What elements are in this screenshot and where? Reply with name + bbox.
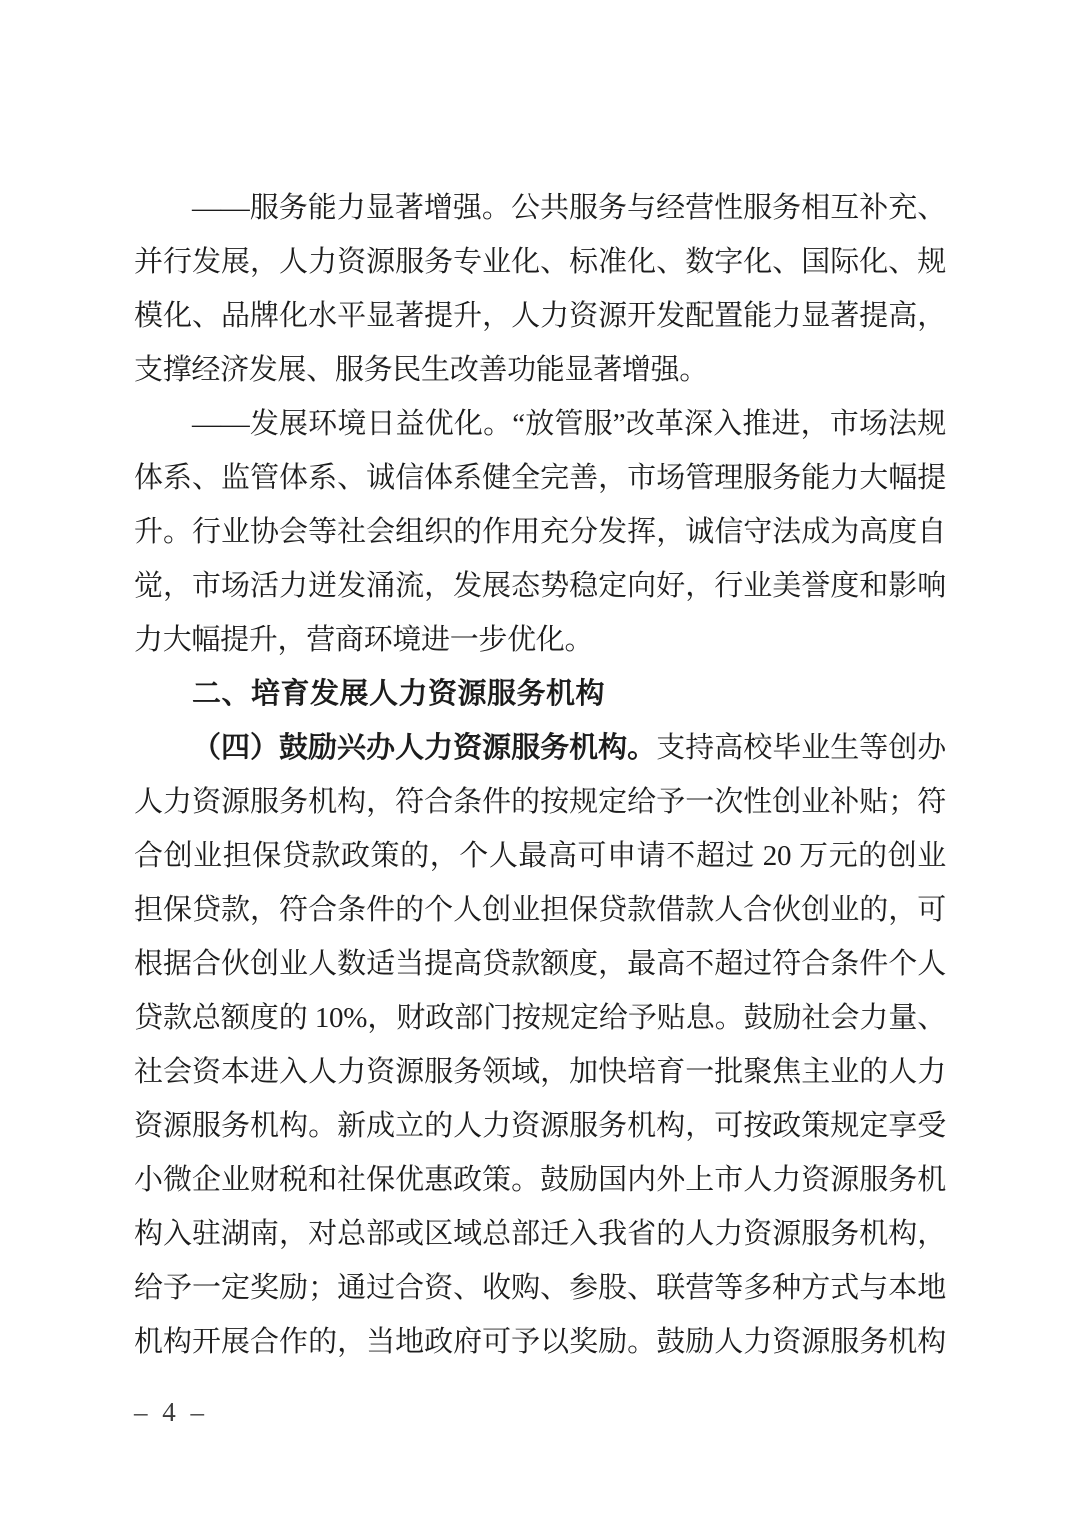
text-line (134, 451, 946, 505)
text-line (134, 1207, 946, 1261)
text-line (134, 991, 946, 1045)
text-line (134, 613, 946, 667)
text-line (134, 775, 946, 829)
line-text: 觉，市场活力迸发涌流，发展态势稳定向好，行业美誉度和影响 (134, 570, 946, 602)
line-text: 根据合伙创业人数适当提高贷款额度，最高不超过符合条件个人 (134, 948, 946, 980)
line-text: 二、培育发展人力资源服务机构 (192, 678, 606, 710)
text-line (134, 235, 946, 289)
line-text: 人力资源服务机构，符合条件的按规定给予一次性创业补贴；符 (134, 786, 946, 818)
text-line (134, 829, 946, 883)
line-text: 支持高校毕业生等创办 (656, 732, 946, 764)
text-line (134, 397, 946, 451)
text-line (134, 1315, 946, 1369)
line-text: 模化、品牌化水平显著提升，人力资源开发配置能力显著提高， (134, 300, 946, 332)
line-text: 支撑经济发展、服务民生改善功能显著增强。 (134, 354, 709, 386)
text-line (134, 1153, 946, 1207)
text-line (134, 883, 946, 937)
section-heading (134, 667, 946, 721)
line-text: 贷款总额度的 10%，财政部门按规定给予贴息。鼓励社会力量、 (134, 1002, 946, 1034)
text-line (134, 1099, 946, 1153)
text-line (134, 937, 946, 991)
line-text: 担保贷款，符合条件的个人创业担保贷款借款人合伙创业的，可 (134, 894, 946, 926)
line-text: 给予一定奖励；通过合资、收购、参股、联营等多种方式与本地 (134, 1272, 946, 1304)
text-line (134, 1261, 946, 1315)
page-number: – 4 – (134, 1397, 208, 1427)
line-text: 升。行业协会等社会组织的作用充分发挥，诚信守法成为高度自 (134, 516, 946, 548)
text-line (134, 721, 946, 775)
line-text: ——发展环境日益优化。“放管服”改革深入推进，市场法规 (192, 408, 946, 440)
paragraph-lead-bold: （四）鼓励兴办人力资源服务机构。 (192, 732, 657, 764)
text-line (134, 559, 946, 613)
line-text: 力大幅提升，营商环境进一步优化。 (134, 624, 594, 656)
line-text: 机构开展合作的，当地政府可予以奖励。鼓励人力资源服务机构 (134, 1326, 946, 1358)
text-line (134, 289, 946, 343)
text-line (134, 181, 946, 235)
line-text: 构入驻湖南，对总部或区域总部迁入我省的人力资源服务机构， (134, 1218, 946, 1250)
text-line (134, 1045, 946, 1099)
line-text: ——服务能力显著增强。公共服务与经营性服务相互补充、 (192, 192, 946, 224)
document-body (134, 181, 946, 1369)
line-text: 体系、监管体系、诚信体系健全完善，市场管理服务能力大幅提 (134, 462, 946, 494)
text-line (134, 343, 946, 397)
text-line (134, 505, 946, 559)
line-text: 小微企业财税和社保优惠政策。鼓励国内外上市人力资源服务机 (134, 1164, 946, 1196)
line-text: 资源服务机构。新成立的人力资源服务机构，可按政策规定享受 (134, 1110, 946, 1142)
line-text: 社会资本进入人力资源服务领域，加快培育一批聚焦主业的人力 (134, 1056, 946, 1088)
line-text: 合创业担保贷款政策的，个人最高可申请不超过 20 万元的创业 (134, 840, 946, 872)
line-text: 并行发展，人力资源服务专业化、标准化、数字化、国际化、规 (134, 246, 946, 278)
